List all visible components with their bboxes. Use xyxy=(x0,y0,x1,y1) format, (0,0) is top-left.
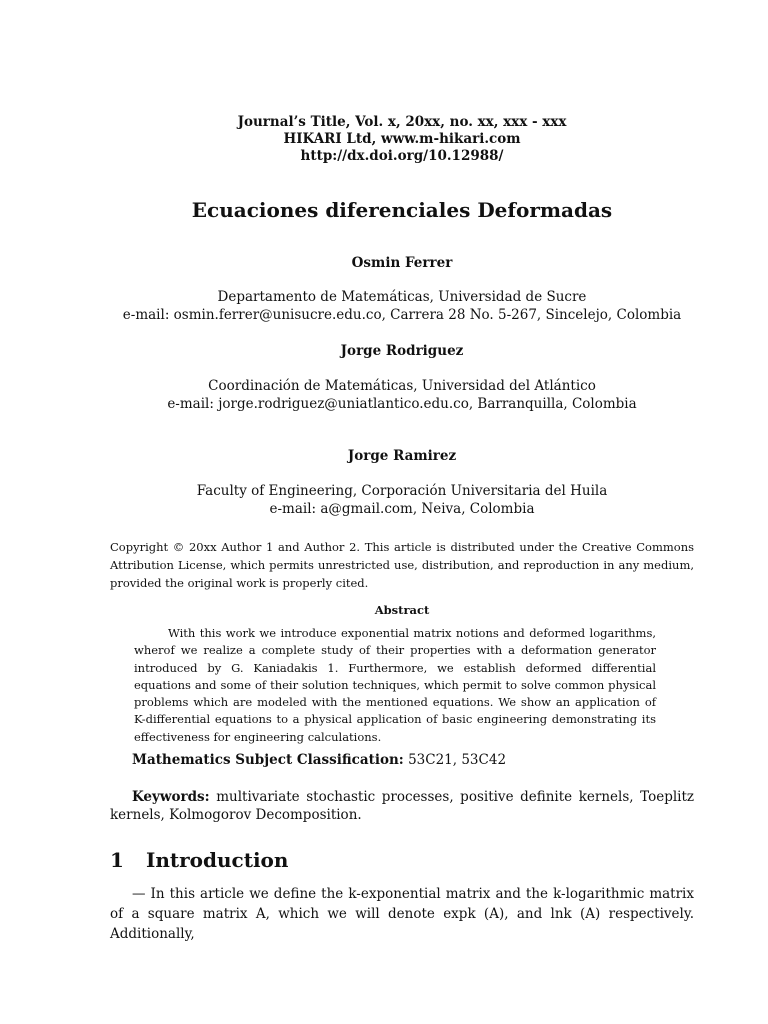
keywords-value: multivariate stochastic processes, positive definite kernels, Toeplitz kernels, Kolmogorov Decomposition. xyxy=(110,789,695,823)
journal-header xyxy=(110,114,694,165)
affiliation-line: Coordinación de Matemáticas, Universidad del Atlántico xyxy=(208,378,596,394)
author-affiliation xyxy=(90,378,714,413)
author-name: Jorge Ramirez xyxy=(347,448,457,464)
section-number: 1 xyxy=(110,848,124,872)
author-affiliation xyxy=(110,483,694,518)
msc-value: 53C21, 53C42 xyxy=(408,752,507,768)
msc-line xyxy=(132,752,694,768)
paper-title: Ecuaciones diferenciales Deformadas xyxy=(191,198,613,222)
keywords-label: Keywords: xyxy=(132,789,210,805)
section-heading xyxy=(110,848,694,872)
abstract-heading: Abstract xyxy=(374,603,430,617)
section-title: Introduction xyxy=(146,848,289,872)
msc-label: Mathematics Subject Classification: xyxy=(132,752,404,768)
abstract-text: With this work we introduce exponential matrix notions and deformed logarithms, wherof we realize a complete study of their properties with a deformation generator introduced by G. Kaniadakis 1. Furthermore, we establish deformed differential equations and some of their solution techniques, which permit to solve common physical problems which are modeled with the mentioned equations. We show an application of K-differential equations to a physical application of basic engineering demonstrating its effectiveness for engineering calculations. xyxy=(134,626,656,744)
affiliation-line: Faculty of Engineering, Corporación Universitaria del Huila xyxy=(196,483,608,499)
journal-line: Journal’s Title, Vol. x, 20xx, no. xx, xxx - xxx xyxy=(237,114,567,130)
affiliation-line: Departamento de Matemáticas, Universidad de Sucre xyxy=(217,289,587,305)
contact-line: e-mail: a@gmail.com, Neiva, Colombia xyxy=(269,500,535,517)
abstract-body xyxy=(134,625,656,746)
copyright-notice: Copyright © 20xx Author 1 and Author 2. This article is distributed under the Creative Commons Attribution License, which permits unrestricted use, distribution, and reproduction in any medium, provided the original work is properly cited. xyxy=(110,540,694,590)
publisher-line: HIKARI Ltd, www.m-hikari.com xyxy=(283,131,521,147)
author-name: Osmin Ferrer xyxy=(351,255,453,271)
author-affiliation xyxy=(90,289,714,324)
keywords-line xyxy=(110,788,694,824)
doi-line: http://dx.doi.org/10.12988/ xyxy=(300,148,504,164)
contact-line: e-mail: osmin.ferrer@unisucre.edu.co, Carrera 28 No. 5-267, Sincelejo, Colombia xyxy=(122,306,682,323)
author-name: Jorge Rodriguez xyxy=(340,343,464,359)
intro-paragraph: — In this article we define the k-exponential matrix and the k-logarithmic matrix of a square matrix A, which we will denote expk (A), and lnk (A) respectively. Additionally, xyxy=(110,886,694,942)
contact-line: e-mail: jorge.rodriguez@uniatlantico.edu.co, Barranquilla, Colombia xyxy=(167,395,637,412)
